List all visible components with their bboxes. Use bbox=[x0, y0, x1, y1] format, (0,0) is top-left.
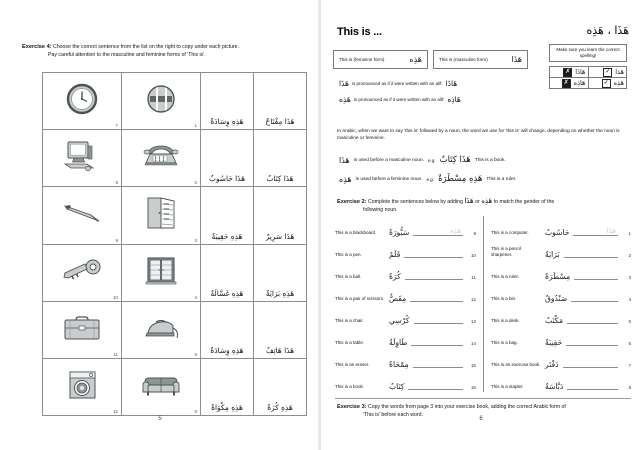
arabic-phrase-right[interactable] bbox=[254, 130, 307, 187]
picture-grid-row bbox=[43, 358, 307, 415]
exercise2-answer-blank[interactable] bbox=[410, 291, 463, 302]
picture-cell-2[interactable] bbox=[122, 130, 201, 187]
exercise2-answer-hint: هَذِه bbox=[449, 227, 461, 235]
spelling-wrong-cell bbox=[550, 67, 589, 78]
exercise2-item-number: 9 bbox=[473, 231, 476, 236]
exercise2-item-number: 16 bbox=[470, 385, 476, 390]
telephone-icon bbox=[122, 132, 200, 180]
picture-cell-number: 6 bbox=[194, 409, 197, 415]
exercise4-line1: Choose the correct sentence from the list on the right to copy under each picture. bbox=[53, 44, 239, 50]
arabic-phrase-right[interactable] bbox=[254, 358, 307, 415]
exercise2-item-english: This is an eraser. bbox=[335, 362, 370, 367]
exercise2-item-english: This is a blackboard. bbox=[335, 230, 377, 235]
cross-icon: ✗ bbox=[563, 80, 569, 86]
picture-cell-1[interactable] bbox=[122, 73, 201, 130]
arabic-phrase-text: هَذِهِ وِسَادَةٌ bbox=[210, 117, 244, 127]
exercise2-item-english: This is a bin. bbox=[491, 296, 517, 301]
arabic-phrase-left[interactable] bbox=[201, 130, 254, 187]
cross-icon: ✗ bbox=[565, 69, 571, 75]
right-page bbox=[320, 0, 640, 450]
exercise3-line1: Copy the words from page 3 into your exercise book, adding the correct Arabic form of bbox=[368, 404, 566, 410]
exercise2-item-number: 5 bbox=[628, 319, 631, 324]
arabic-phrase-text: هَذِهِ كُرَةٌ bbox=[267, 403, 293, 413]
right-page-number: 6 bbox=[479, 416, 483, 422]
exercise2-answer-blank[interactable] bbox=[413, 357, 463, 368]
pronunciation-line-feminine bbox=[339, 95, 461, 104]
exercise2-arabic-feminine: هَذِه bbox=[481, 197, 493, 205]
exercise2-item bbox=[491, 370, 631, 392]
desktop-computer-icon bbox=[43, 132, 121, 180]
exercise2-answer-blank[interactable] bbox=[408, 379, 463, 390]
definition-masculine-label: This is (masculine form) bbox=[439, 57, 488, 62]
exercise2-item-number: 3 bbox=[628, 275, 631, 280]
picture-cell-number: 11 bbox=[113, 351, 118, 357]
usage-masculine-eg: e.g. bbox=[428, 157, 436, 163]
usage-feminine bbox=[339, 174, 516, 184]
exercise2-answer-blank[interactable] bbox=[566, 335, 618, 346]
spelling-wrong-word: هَاذَا bbox=[575, 68, 586, 76]
exercise2-item-number: 11 bbox=[471, 275, 476, 280]
exercise2-item-number: 10 bbox=[470, 253, 476, 258]
exercise2-item bbox=[491, 260, 631, 282]
exercise2-item-arabic: مِقَصٌّ bbox=[389, 294, 407, 303]
picture-cell-5[interactable] bbox=[122, 301, 201, 358]
arabic-phrase-left[interactable] bbox=[201, 301, 254, 358]
spelling-correct-cell bbox=[588, 67, 627, 78]
exercise4-line2: Pay careful attention to the masculine and feminine forms of 'This is'. bbox=[48, 51, 206, 58]
exercise2-item-english: This is a computer. bbox=[491, 230, 529, 235]
exercise2-item-english: This is a table. bbox=[335, 340, 365, 345]
exercise2-answer-blank[interactable] bbox=[414, 313, 464, 324]
usage-feminine-text: is used before a feminine noun. bbox=[355, 176, 423, 182]
spelling-check-table bbox=[549, 66, 627, 89]
exercise2-columns bbox=[335, 216, 631, 392]
exercise2-item-english: This is a pencil sharpener. bbox=[491, 246, 521, 257]
exercise2-answer-hint: هَذَا bbox=[606, 227, 616, 235]
page-title-arabic: هَذَا ، هَذِه bbox=[586, 24, 629, 37]
picture-cell-number: 9 bbox=[115, 237, 118, 243]
exercise2-heading bbox=[337, 198, 633, 214]
exercise2-item bbox=[335, 238, 476, 260]
exercise2-item bbox=[491, 216, 631, 238]
picture-grid-row bbox=[43, 244, 307, 301]
left-page-number: 5 bbox=[158, 416, 162, 422]
spelling-check-row bbox=[550, 78, 627, 89]
arabic-phrase-right[interactable] bbox=[254, 73, 307, 130]
exercise2-item-number: 7 bbox=[628, 363, 631, 368]
exercise2-line1c: to match the gender of the bbox=[493, 199, 555, 205]
picture-grid-row bbox=[43, 301, 307, 358]
definition-box-feminine bbox=[333, 50, 428, 69]
picture-cell-7[interactable] bbox=[43, 73, 122, 130]
picture-cell-11[interactable] bbox=[43, 301, 122, 358]
pronunciation-alif-masculine: هَاذَا bbox=[445, 79, 458, 88]
picture-cell-10[interactable] bbox=[43, 244, 122, 301]
usage-masculine-text: is used before a masculine noun. bbox=[353, 157, 425, 163]
cupboard-icon bbox=[122, 189, 200, 237]
picture-cell-number: 10 bbox=[112, 294, 118, 300]
exercise2-item bbox=[335, 348, 476, 370]
spelling-correct-cell bbox=[588, 78, 627, 89]
exercise2-item-arabic: مِسْطَرَةٌ bbox=[545, 272, 571, 281]
picture-cell-6[interactable] bbox=[122, 358, 201, 415]
spelling-note-box bbox=[549, 44, 627, 62]
arabic-phrase-text: هَذَا كِتَابٌ bbox=[266, 174, 294, 184]
window-icon bbox=[122, 247, 200, 295]
exercise2-item bbox=[335, 260, 476, 282]
exercise2-answer-blank[interactable] bbox=[413, 225, 463, 236]
exercise2-item bbox=[335, 370, 476, 392]
exercise2-item-arabic: كِتَابٌ bbox=[389, 382, 405, 391]
definition-box-masculine bbox=[433, 50, 528, 69]
wall-clock-icon bbox=[43, 75, 121, 123]
exercise2-item bbox=[335, 282, 476, 304]
picture-cell-8[interactable] bbox=[43, 130, 122, 187]
exercise2-item-english: This is a book. bbox=[335, 384, 365, 389]
exercise2-answer-blank[interactable] bbox=[571, 291, 618, 302]
pronunciation-line-masculine bbox=[339, 79, 457, 88]
exercise2-item-english: This is a desk. bbox=[491, 318, 520, 323]
picture-cell-number: 7 bbox=[115, 123, 118, 129]
arabic-phrase-right[interactable] bbox=[254, 301, 307, 358]
washing-machine-icon bbox=[43, 361, 121, 409]
usage-masculine bbox=[339, 155, 506, 165]
picture-cell-number: 1 bbox=[194, 123, 197, 129]
ball-icon bbox=[122, 75, 200, 123]
arabic-phrase-text: هَذِهِ غَسَّالَةٌ bbox=[210, 288, 244, 298]
exercise2-item-english: This is a pen. bbox=[335, 252, 362, 257]
usage-feminine-example-english: This is a ruler. bbox=[486, 176, 517, 182]
exercise2-item-arabic: بَرَايَةٌ bbox=[545, 250, 560, 259]
exercise2-item-english: This is a ruler. bbox=[491, 274, 520, 279]
key-icon bbox=[43, 247, 121, 295]
exercise2-item-arabic: كُرْسِي bbox=[389, 316, 410, 325]
exercise2-item-arabic: مَكْتَبٌ bbox=[545, 316, 564, 325]
picture-cell-3[interactable] bbox=[122, 187, 201, 244]
section-divider bbox=[335, 398, 631, 399]
briefcase-icon bbox=[43, 304, 121, 352]
spelling-check-row bbox=[550, 67, 627, 78]
exercise2-item-english: This is an exercise book. bbox=[491, 362, 541, 367]
exercise2-answer-blank[interactable] bbox=[567, 313, 618, 324]
exercise2-item-arabic: كُرَةٌ bbox=[389, 272, 401, 281]
exercise2-left-column bbox=[335, 216, 483, 392]
spelling-wrong-word: هَاذِه bbox=[573, 79, 586, 87]
picture-cell-9[interactable] bbox=[43, 187, 122, 244]
check-icon: ✓ bbox=[605, 69, 611, 75]
check-icon: ✓ bbox=[603, 80, 609, 86]
pronunciation-alif-feminine: هَاذِه bbox=[447, 95, 461, 104]
exercise2-item-number: 15 bbox=[470, 363, 476, 368]
exercise2-answer-blank[interactable] bbox=[405, 269, 463, 280]
exercise2-item-english: This is a stapler. bbox=[491, 384, 524, 389]
usage-masculine-example-arabic: هَذَا كِتَابٌ bbox=[439, 155, 471, 165]
exercise2-item-arabic: قَلَمٌ bbox=[389, 250, 401, 259]
exercise2-answer-blank[interactable] bbox=[564, 247, 618, 258]
exercise2-item bbox=[335, 304, 476, 326]
pronunciation-text-feminine: is pronounced as if it were written with an alif: bbox=[353, 97, 445, 102]
arabic-phrase-text: هَذَا حَاسُوبٌ bbox=[209, 174, 245, 184]
exercise2-item-english: This is a chair. bbox=[335, 318, 364, 323]
exercise2-item bbox=[491, 304, 631, 326]
exercise2-answer-blank[interactable] bbox=[411, 335, 463, 346]
spelling-correct-word: هَذِه bbox=[613, 79, 624, 87]
usage-masculine-example-english: This is a book. bbox=[474, 157, 506, 163]
arabic-phrase-left[interactable] bbox=[201, 244, 254, 301]
arabic-phrase-text: هَذَا مِفْتَاحٌ bbox=[265, 117, 295, 127]
pronunciation-word-feminine: هَذِه bbox=[339, 95, 351, 104]
picture-cell-12[interactable] bbox=[43, 358, 122, 415]
picture-grid-row bbox=[43, 130, 307, 187]
exercise3-label: Exercise 3: bbox=[337, 404, 367, 410]
exercise2-right-column bbox=[483, 216, 631, 392]
arabic-phrase-right[interactable] bbox=[254, 187, 307, 244]
picture-cell-number: 8 bbox=[115, 180, 118, 186]
exercise2-item-number: 8 bbox=[628, 385, 631, 390]
picture-cell-4[interactable] bbox=[122, 244, 201, 301]
exercise2-item bbox=[491, 326, 631, 348]
arabic-phrase-left[interactable] bbox=[201, 73, 254, 130]
arabic-phrase-text: هَذَا هَاتِفٌ bbox=[265, 345, 295, 355]
usage-masculine-word: هَذَا bbox=[339, 155, 350, 165]
exercise2-answer-blank[interactable] bbox=[573, 225, 618, 236]
exercise2-item-arabic: حَقِيبَةٌ bbox=[545, 338, 563, 347]
exercise4-heading bbox=[22, 44, 302, 59]
exercise2-answer-blank[interactable] bbox=[563, 357, 619, 368]
pronunciation-text-masculine: is pronounced as if it were written with an alif: bbox=[351, 81, 443, 86]
exercise2-line1a: Complete the sentences below by adding bbox=[368, 199, 463, 205]
page-title: This is ... bbox=[337, 26, 382, 38]
exercise2-item-number: 13 bbox=[470, 319, 476, 324]
exercise2-item-number: 1 bbox=[628, 231, 631, 236]
exercise2-item bbox=[491, 348, 631, 370]
exercise3-line2: 'This is' before each word. bbox=[363, 411, 423, 418]
exercise2-item-arabic: مِمْحَاةٌ bbox=[389, 360, 409, 369]
picture-cell-number: 3 bbox=[194, 237, 197, 243]
rule-paragraph: In Arabic, when we want to say 'this is' followed by a noun, the word we use for 'this is' will change, depending on whether the noun is masculine or feminine. bbox=[337, 129, 620, 141]
usage-feminine-eg: e.g. bbox=[426, 176, 435, 182]
picture-cell-number: 4 bbox=[194, 294, 197, 300]
exercise2-item-number: 4 bbox=[628, 297, 631, 302]
picture-grid-wrapper bbox=[42, 72, 304, 415]
exercise2-answer-blank[interactable] bbox=[404, 247, 463, 258]
exercise2-item-number: 2 bbox=[628, 253, 631, 258]
pronunciation-word-masculine: هَذَا bbox=[339, 79, 349, 88]
spelling-note-text: Make sure you learn the correct spelling! bbox=[556, 47, 620, 58]
exercise2-item bbox=[335, 326, 476, 348]
usage-feminine-example-arabic: هَذِهِ مِسْطَرَةٌ bbox=[438, 174, 483, 184]
exercise2-item-arabic: دَفْتَر bbox=[545, 360, 559, 369]
iron-icon bbox=[122, 304, 200, 352]
exercise2-item bbox=[335, 216, 476, 238]
picture-grid bbox=[42, 72, 307, 416]
exercise2-item-english: This is a pair of scissors. bbox=[335, 296, 385, 301]
picture-grid-row bbox=[43, 187, 307, 244]
exercise2-item bbox=[491, 238, 631, 260]
exercise2-item-arabic: صَنْدُوقٌ bbox=[545, 294, 568, 303]
arabic-phrase-right[interactable] bbox=[254, 244, 307, 301]
definition-feminine-label: This is (feminine form) bbox=[339, 57, 385, 62]
picture-cell-number: 5 bbox=[194, 351, 197, 357]
exercise4-label: Exercise 4: bbox=[22, 44, 52, 50]
exercise2-item-number: 14 bbox=[470, 341, 476, 346]
exercise2-item-english: This is a ball. bbox=[335, 274, 362, 279]
arabic-phrase-text: هَذِهِ وِسَادَةٌ bbox=[210, 345, 244, 355]
spelling-correct-word: هَذا bbox=[615, 68, 624, 76]
exercise2-line2: following noun. bbox=[363, 206, 398, 213]
pen-icon bbox=[43, 189, 121, 237]
picture-cell-number: 2 bbox=[194, 180, 197, 186]
arabic-phrase-text: هَذِهِ مِكْوَاةٌ bbox=[211, 403, 243, 413]
arabic-phrase-text: هَذَا سَرِيرٌ bbox=[265, 231, 295, 241]
sofa-icon bbox=[122, 361, 200, 409]
definition-masculine-arabic: هَذَا bbox=[511, 55, 522, 64]
exercise2-line1b: or bbox=[475, 199, 480, 205]
arabic-phrase-text: هَذِهِ بَرَايَةٌ bbox=[265, 288, 295, 298]
exercise2-item-arabic: طَاوِلَةٌ bbox=[389, 338, 408, 347]
arabic-phrase-left[interactable] bbox=[201, 187, 254, 244]
exercise2-answer-blank[interactable] bbox=[574, 269, 618, 280]
exercise2-item-english: This is a bag. bbox=[491, 340, 518, 345]
arabic-phrase-text: هَذِهِ حَقِيبَةٌ bbox=[211, 231, 243, 241]
exercise2-item-arabic: حَاسُوبٌ bbox=[545, 228, 570, 237]
picture-grid-row bbox=[43, 73, 307, 130]
picture-cell-number: 12 bbox=[112, 409, 118, 415]
definition-feminine-arabic: هَذِه bbox=[409, 55, 422, 64]
exercise2-item bbox=[491, 282, 631, 304]
arabic-phrase-left[interactable] bbox=[201, 358, 254, 415]
exercise2-label: Exercise 2: bbox=[337, 199, 367, 205]
exercise2-item-number: 12 bbox=[470, 297, 476, 302]
spelling-wrong-cell bbox=[550, 78, 589, 89]
usage-feminine-word: هَذِه bbox=[339, 174, 352, 184]
exercise2-answer-blank[interactable] bbox=[567, 379, 618, 390]
exercise2-item-arabic: دَبَّاسَةٌ bbox=[545, 382, 564, 391]
exercise2-arabic-masculine: هَذَا bbox=[464, 197, 474, 205]
exercise2-item-number: 6 bbox=[628, 341, 631, 346]
exercise2-item-arabic: سَبُّورَةٌ bbox=[389, 228, 410, 237]
